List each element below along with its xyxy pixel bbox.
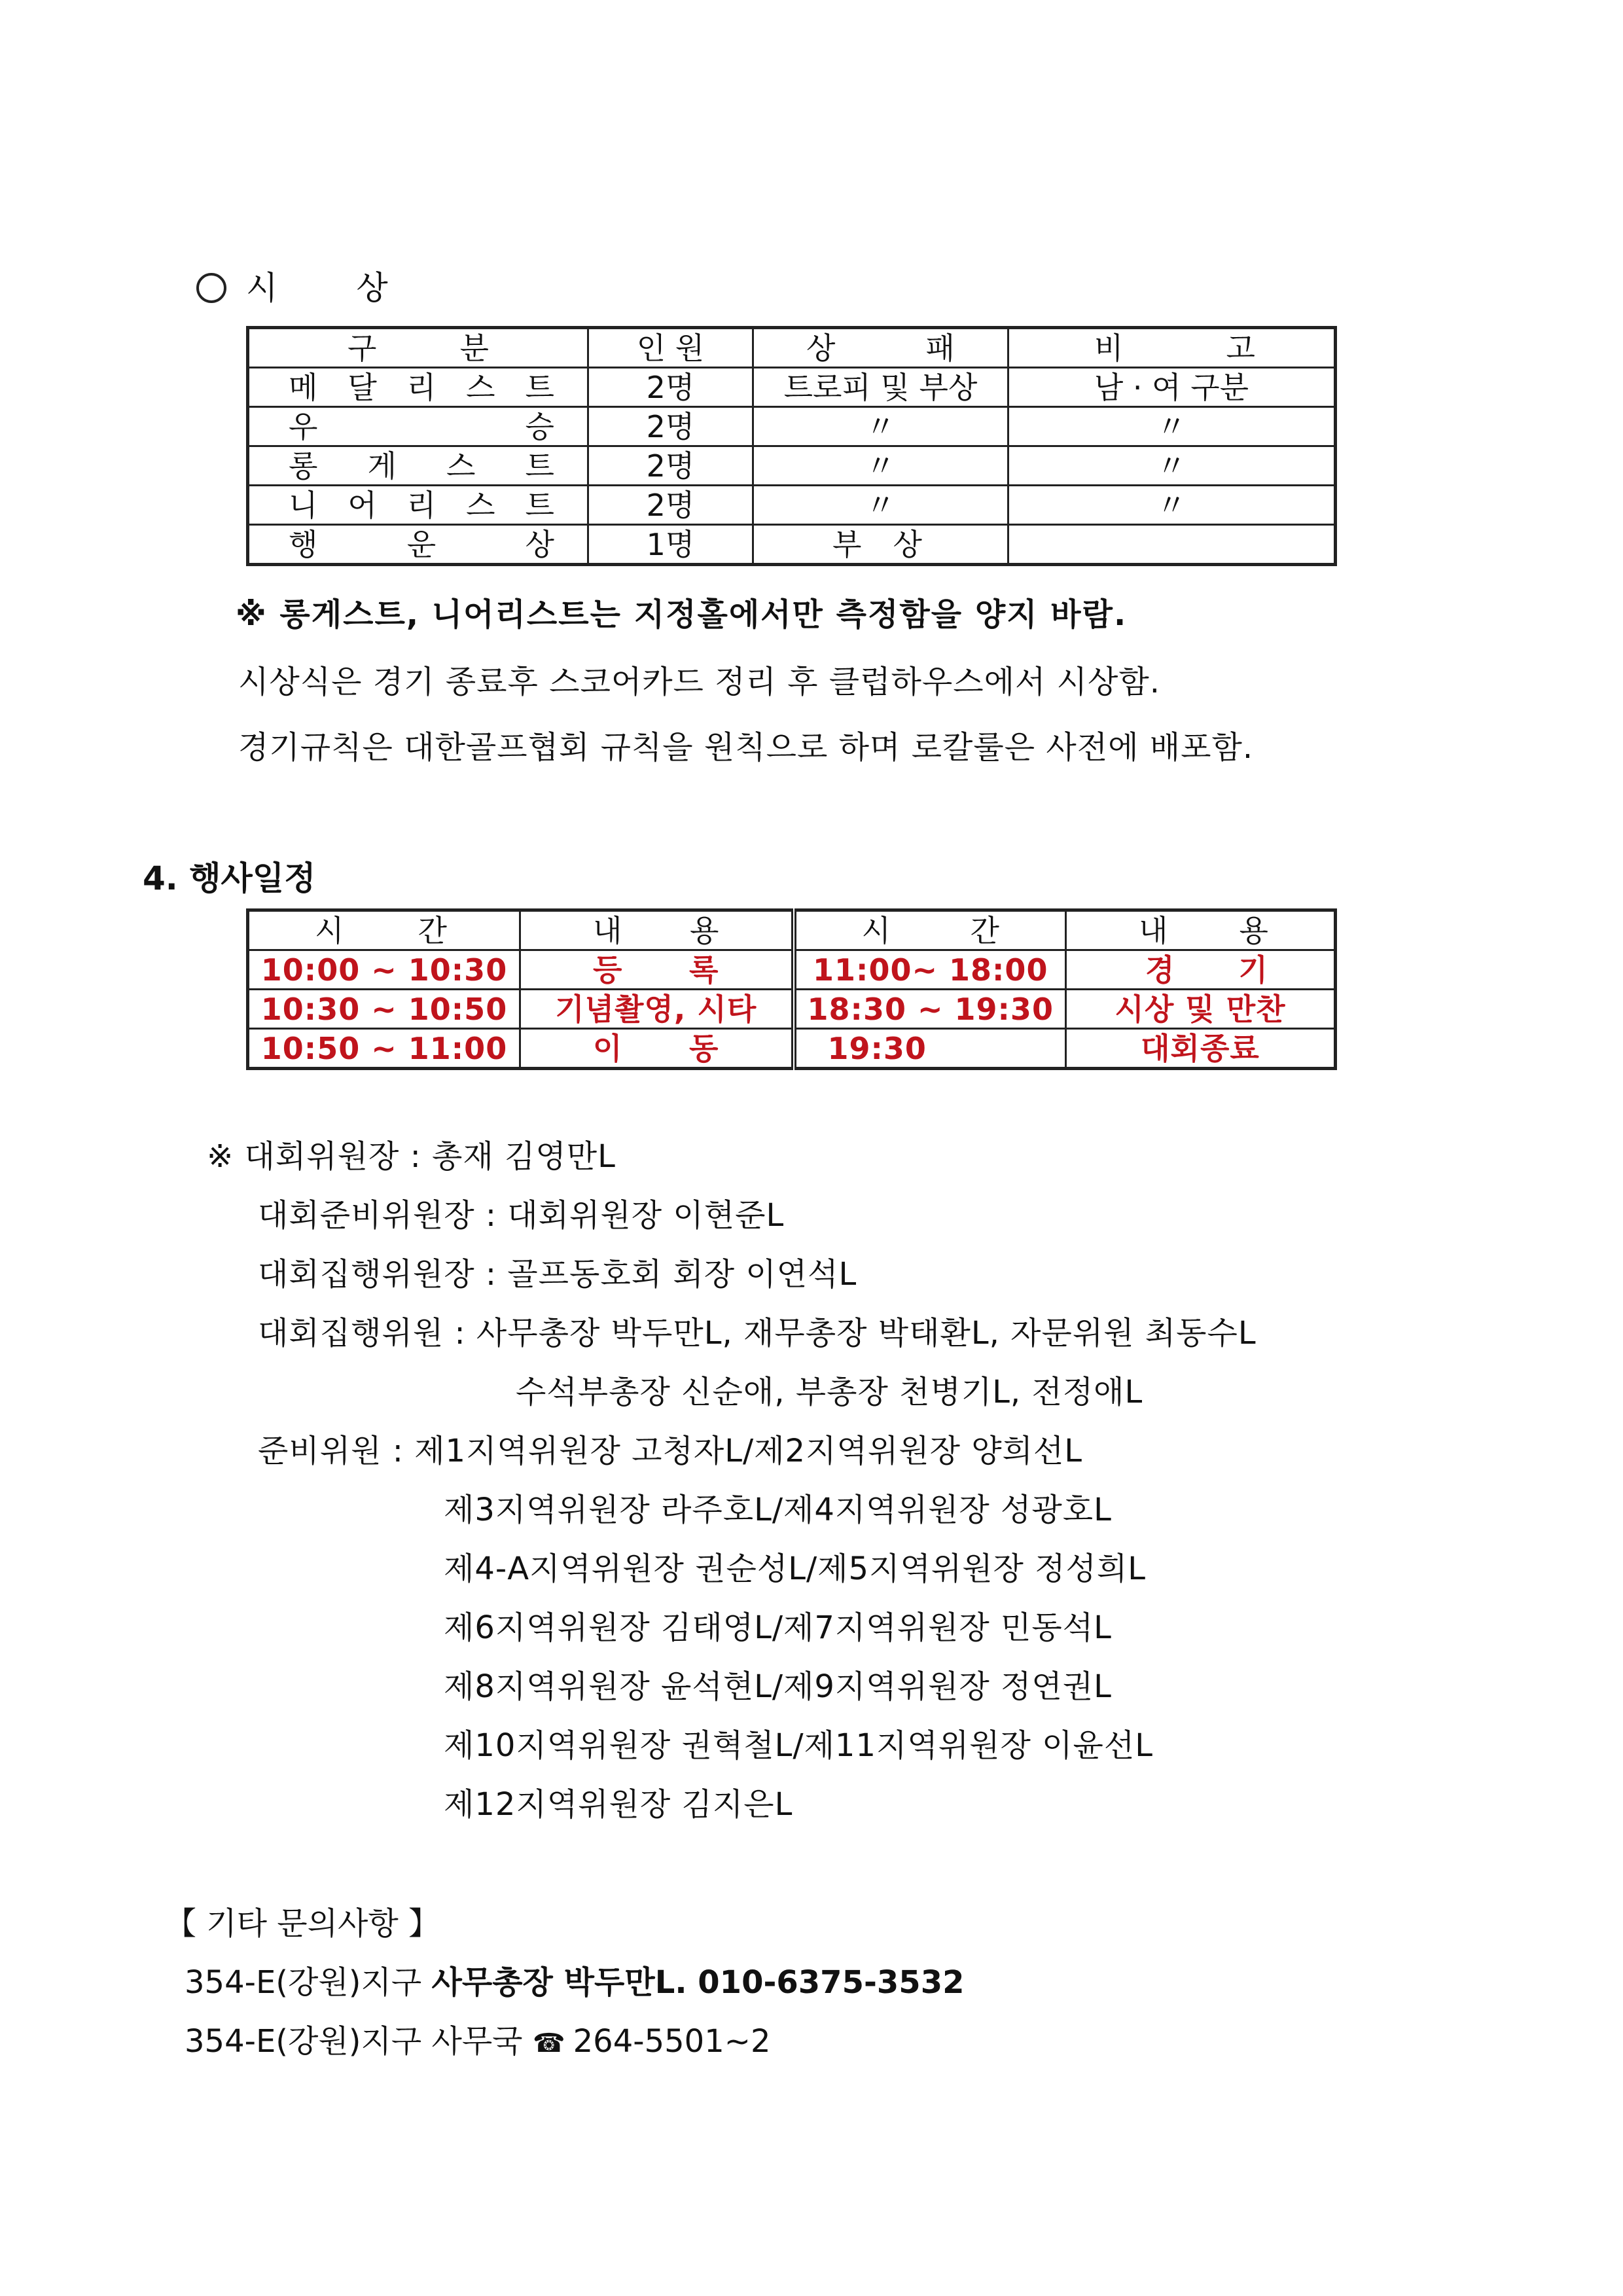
- table-row: [248, 525, 1336, 565]
- schedule-table: [246, 908, 1337, 1070]
- committee-line: 제4-A지역위원장 권순성L/제5지역위원장 정성희L: [444, 1551, 1147, 1587]
- telephone-icon: ☎: [532, 2028, 565, 2058]
- table-header-cell: 내 용: [520, 910, 794, 950]
- table-header-cell: 비 고: [1008, 328, 1336, 368]
- table-cell: 18:30 ~ 19:30: [794, 990, 1066, 1029]
- table-cell: 대회종료: [1066, 1029, 1336, 1069]
- table-cell: 10:30 ~ 10:50: [248, 990, 520, 1029]
- contact-line: [185, 1957, 965, 2002]
- committee-line: 준비위원 : 제1지역위원장 고청자L/제2지역위원장 양희선L: [258, 1433, 1083, 1469]
- table-cell: 우 승: [248, 407, 588, 446]
- committee-line: 제8지역위원장 윤석현L/제9지역위원장 정연권L: [444, 1668, 1112, 1705]
- table-header-cell: 구 분: [248, 328, 588, 368]
- table-cell: 〃: [1008, 446, 1336, 486]
- table-header-cell: 인 원: [588, 328, 753, 368]
- table-cell: 남 · 여 구분: [1008, 368, 1336, 407]
- table-header-row: [248, 910, 1336, 950]
- table-cell: 니 어 리 스 트: [248, 486, 588, 525]
- contact-title: 【 기타 문의사항 】: [165, 1905, 440, 1942]
- table-cell: 트로피 및 부상: [753, 368, 1008, 407]
- table-row: [248, 1029, 1336, 1069]
- table-cell: 2명: [588, 368, 753, 407]
- committee-line: 대회준비위원장 : 대회위원장 이현준L: [258, 1197, 785, 1234]
- table-cell: 〃: [1008, 407, 1336, 446]
- table-cell: 등 록: [520, 950, 794, 990]
- table-cell: 메 달 리 스 트: [248, 368, 588, 407]
- committee-line: 수석부총장 신순애, 부총장 천병기L, 전정애L: [516, 1374, 1143, 1410]
- table-cell: 경 기: [1066, 950, 1336, 990]
- table-cell: 10:00 ~ 10:30: [248, 950, 520, 990]
- table-cell: 〃: [753, 486, 1008, 525]
- table-header-cell: 내 용: [1066, 910, 1336, 950]
- table-cell: 2명: [588, 486, 753, 525]
- table-cell: 2명: [588, 407, 753, 446]
- table-header-row: [248, 328, 1336, 368]
- note-line: 시상식은 경기 종료후 스코어카드 정리 후 클럽하우스에서 시상함.: [238, 664, 1161, 700]
- table-row: [248, 990, 1336, 1029]
- table-row: [248, 368, 1336, 407]
- table-row: [248, 446, 1336, 486]
- table-cell: 19:30: [794, 1029, 1066, 1069]
- committee-line: 제12지역위원장 김지은L: [444, 1786, 793, 1823]
- committee-line: 제10지역위원장 권혁철L/제11지역위원장 이윤선L: [444, 1727, 1153, 1764]
- note-line: 경기규칙은 대한골프협회 규칙을 원칙으로 하며 로칼룰은 사전에 배포함.: [238, 729, 1254, 766]
- table-cell: 〃: [753, 446, 1008, 486]
- table-cell: 롱 게 스 트: [248, 446, 588, 486]
- table-cell: 이 동: [520, 1029, 794, 1069]
- schedule-title: 4. 행사일정: [143, 859, 316, 897]
- table-cell: 부 상: [753, 525, 1008, 565]
- contact-line: [185, 2016, 771, 2061]
- committee-line: 대회집행위원장 : 골프동호회 회장 이연석L: [258, 1256, 857, 1293]
- table-cell: 2명: [588, 446, 753, 486]
- table-cell: 〃: [753, 407, 1008, 446]
- table-row: [248, 486, 1336, 525]
- table-header-cell: 시 간: [794, 910, 1066, 950]
- table-header-cell: 시 간: [248, 910, 520, 950]
- committee-line: 대회집행위원 : 사무총장 박두만L, 재무총장 박태환L, 자문위원 최동수L: [258, 1315, 1257, 1352]
- committee-line: 제6지역위원장 김태영L/제7지역위원장 민동석L: [444, 1609, 1112, 1646]
- table-row: [248, 407, 1336, 446]
- table-header-cell: 상 패: [753, 328, 1008, 368]
- circle-bullet-icon: [196, 273, 226, 303]
- table-cell: 1명: [588, 525, 753, 565]
- table-cell: 시상 및 만찬: [1066, 990, 1336, 1029]
- contact-bold: 사무총장 박두만L. 010-6375-3532: [431, 1964, 965, 2001]
- table-cell: 행 운 상: [248, 525, 588, 565]
- contact-prefix: 354-E(강원)지구: [185, 1964, 432, 2001]
- award-section-title: 시 상: [196, 262, 388, 309]
- contact-prefix: 354-E(강원)지구 사무국: [185, 2023, 533, 2060]
- table-cell: 〃: [1008, 486, 1336, 525]
- committee-line: ※ 대회위원장 : 총재 김영만L: [207, 1138, 616, 1175]
- award-table: [246, 326, 1337, 566]
- table-cell: 기념촬영, 시타: [520, 990, 794, 1029]
- table-cell: [1008, 525, 1336, 565]
- contact-phone: 264-5501~2: [573, 2023, 771, 2060]
- committee-line: 제3지역위원장 라주호L/제4지역위원장 성광호L: [444, 1492, 1112, 1528]
- table-cell: 11:00~ 18:00: [794, 950, 1066, 990]
- table-row: [248, 950, 1336, 990]
- table-cell: 10:50 ~ 11:00: [248, 1029, 520, 1069]
- bold-note: ※ 롱게스트, 니어리스트는 지정홀에서만 측정함을 양지 바람.: [236, 596, 1128, 633]
